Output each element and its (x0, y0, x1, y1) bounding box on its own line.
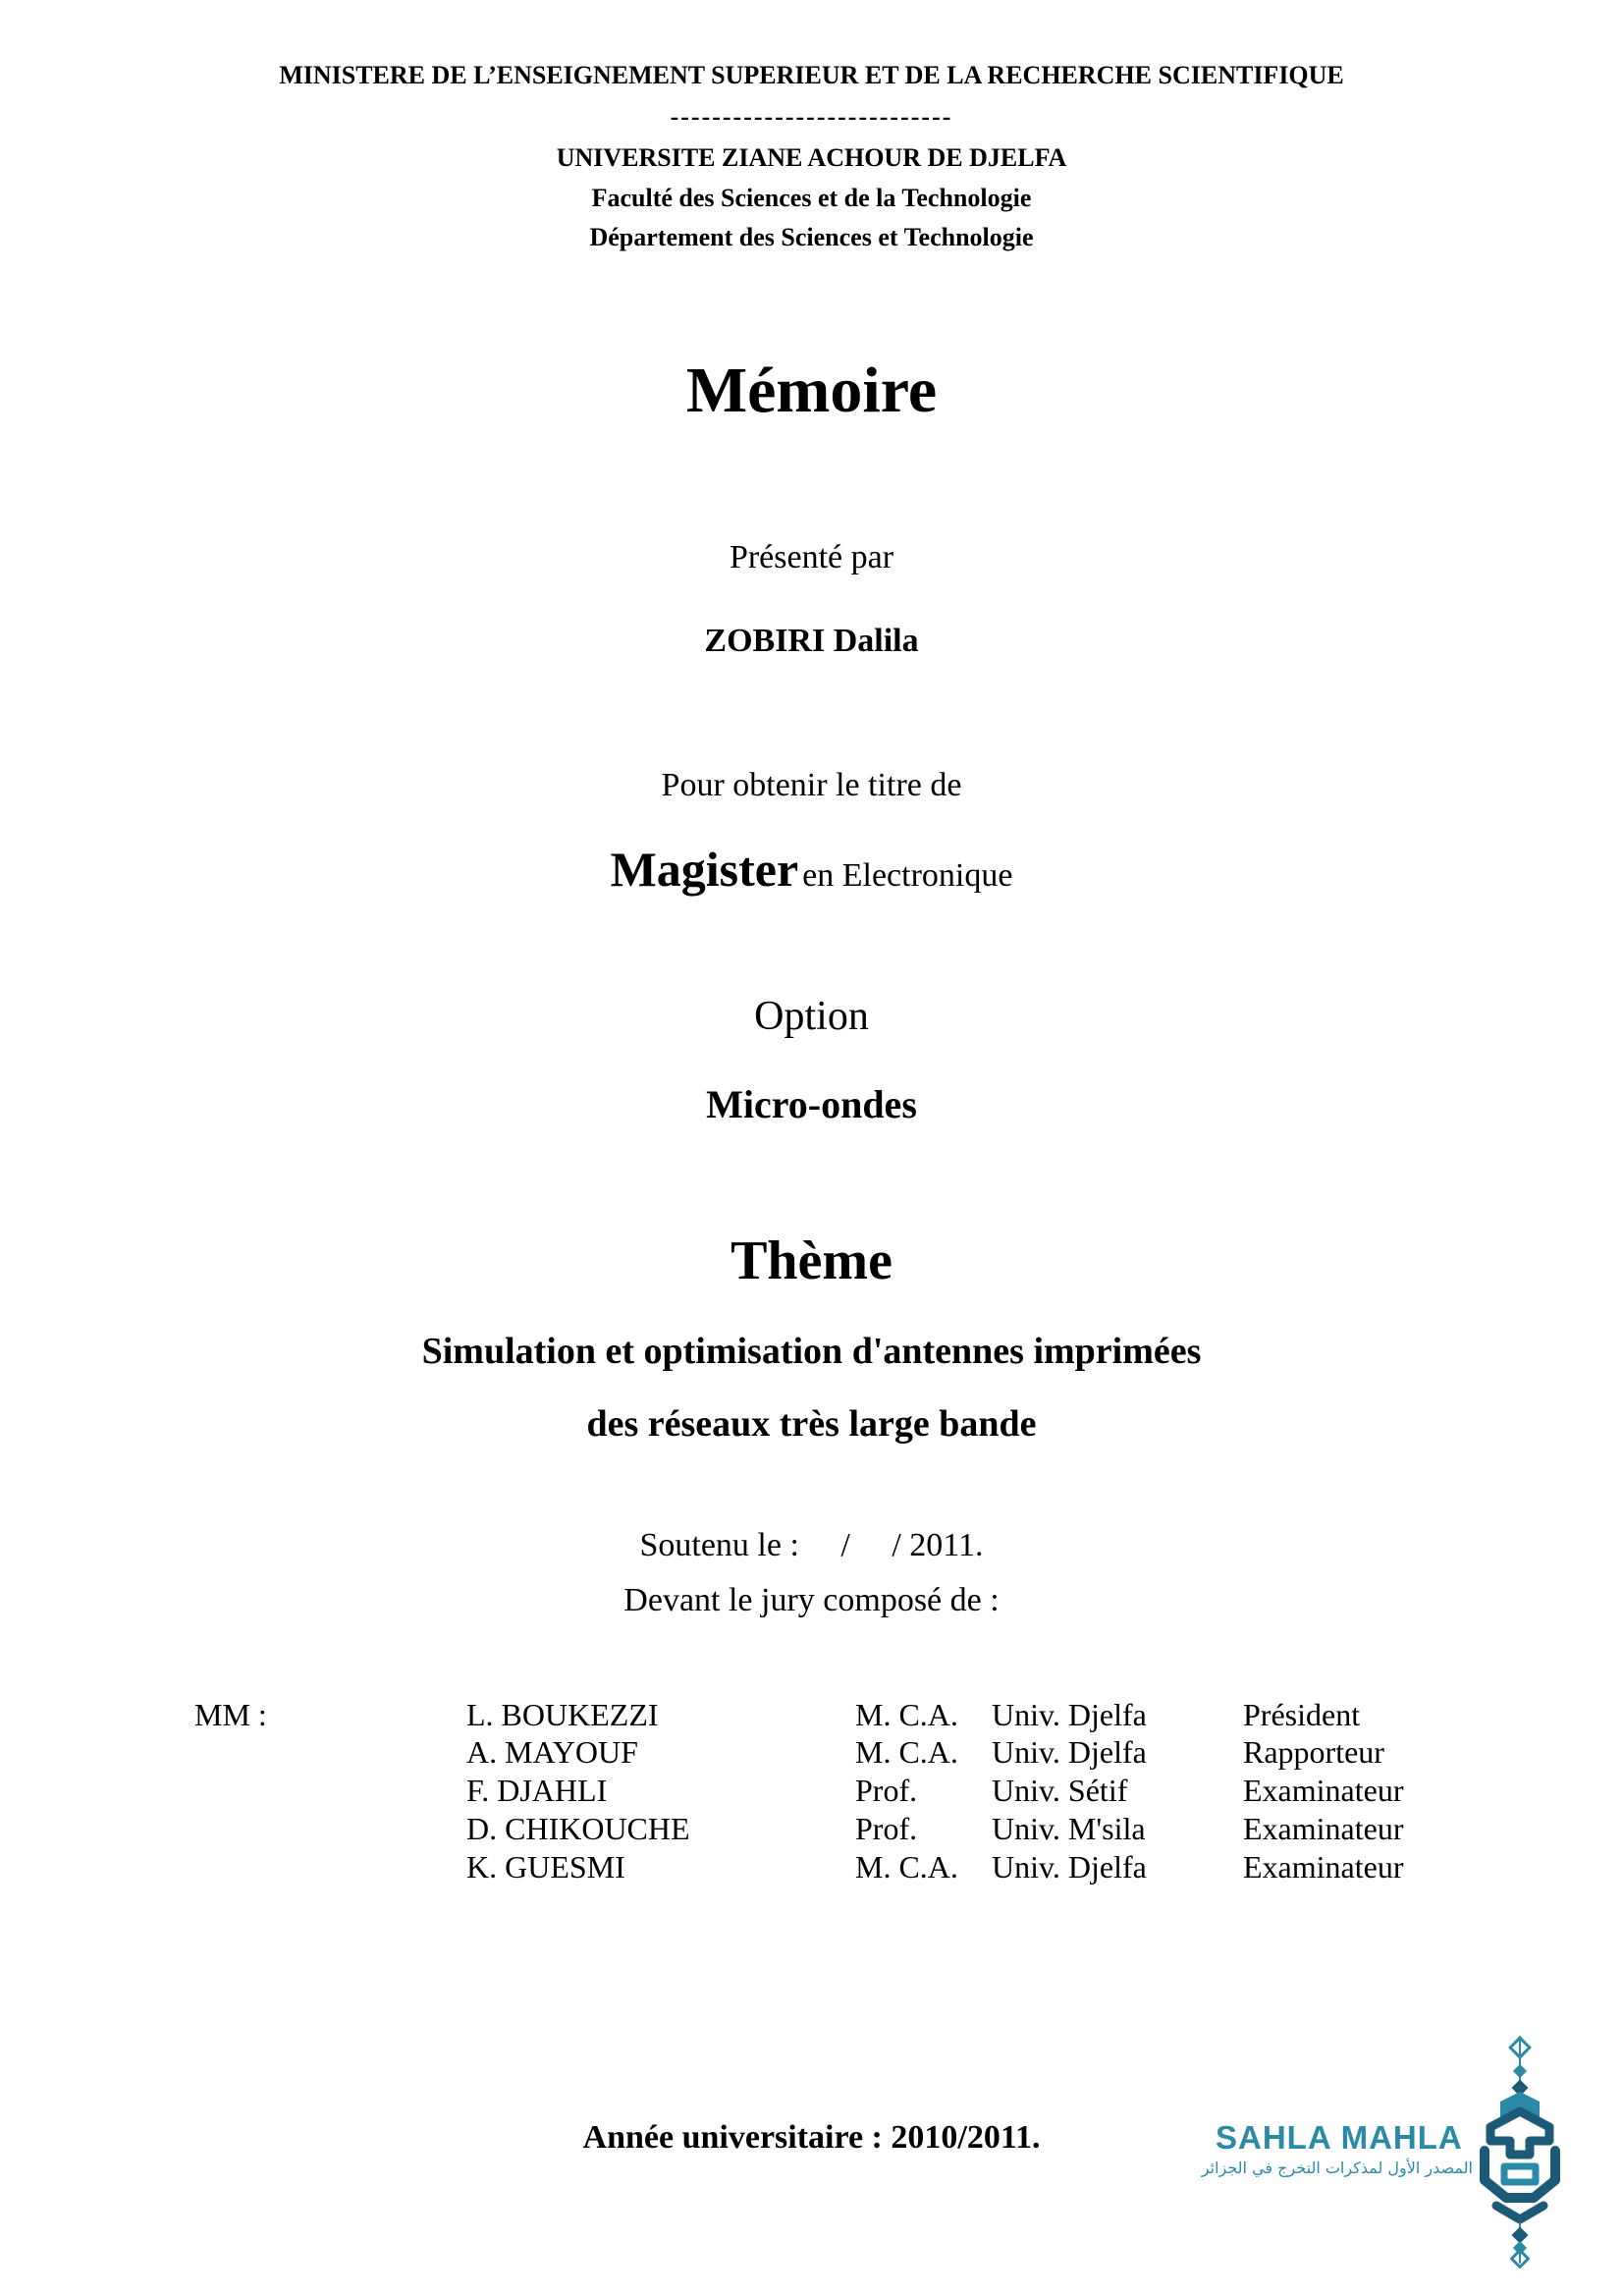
university-heading: UNIVERSITE ZIANE ACHOUR DE DJELFA (556, 143, 1067, 172)
jury-member-university: Univ. Djelfa (992, 1734, 1147, 1770)
jury-member-role: Rapporteur (1243, 1734, 1384, 1770)
author-name: ZOBIRI Dalila (704, 623, 919, 659)
jury-member-grade: M. C.A. (855, 1849, 958, 1885)
jury-member-role: Examinateur (1243, 1773, 1404, 1808)
presented-by-label: Présenté par (729, 539, 894, 575)
calligraphy-logo-icon (1461, 2033, 1589, 2269)
degree-intro: Pour obtenir le titre de (661, 767, 962, 803)
degree-name: Magister (610, 842, 799, 897)
degree-field: en Electronique (802, 857, 1013, 894)
document-title: Mémoire (685, 355, 938, 426)
jury-member-name: K. GUESMI (466, 1849, 625, 1885)
jury-member-university: Univ. Sétif (992, 1773, 1128, 1808)
defense-date: Soutenu le : / / 2011. (639, 1527, 984, 1563)
jury-member-name: D. CHIKOUCHE (466, 1811, 690, 1846)
jury-member-university: Univ. M'sila (992, 1811, 1146, 1846)
degree-line (0, 841, 1623, 898)
theme-label: Thème (730, 1230, 893, 1291)
jury-member-grade: Prof. (855, 1773, 918, 1808)
faculty-heading: Faculté des Sciences et de la Technologie (591, 184, 1032, 212)
jury-member-role: Président (1243, 1697, 1361, 1732)
jury-member-university: Univ. Djelfa (992, 1697, 1147, 1732)
jury-member-role: Examinateur (1243, 1811, 1404, 1846)
jury-member-grade: M. C.A. (855, 1734, 958, 1770)
jury-member-university: Univ. Djelfa (992, 1849, 1147, 1885)
jury-label: MM : (194, 1697, 267, 1732)
jury-member-role: Examinateur (1243, 1849, 1404, 1885)
jury-member-name: A. MAYOUF (466, 1734, 638, 1770)
jury-intro: Devant le jury composé de : (623, 1582, 1000, 1618)
watermark-tagline: المصدر الأول لمذكرات التخرج في الجزائر (1201, 2159, 1473, 2177)
header-separator: --------------------------- (670, 102, 953, 131)
theme-title-line-2: des réseaux très large bande (586, 1403, 1037, 1445)
ministry-heading: MINISTERE DE L’ENSEIGNEMENT SUPERIEUR ET DE LA RECHERCHE SCIENTIFIQUE (279, 61, 1344, 89)
watermark-brand: SAHLA MAHLA (1216, 2119, 1463, 2156)
jury-member-name: L. BOUKEZZI (466, 1697, 659, 1732)
academic-year: Année universitaire : 2010/2011. (582, 2119, 1041, 2156)
jury-member-grade: M. C.A. (855, 1697, 958, 1732)
option-value: Micro-ondes (706, 1082, 917, 1126)
department-heading: Département des Sciences et Technologie (589, 223, 1034, 251)
jury-member-grade: Prof. (855, 1811, 918, 1846)
option-label: Option (754, 994, 869, 1039)
jury-member-name: F. DJAHLI (466, 1773, 608, 1808)
sahla-mahla-watermark (1201, 2033, 1598, 2269)
theme-title-line-1: Simulation et optimisation d'antennes imprimées (421, 1331, 1202, 1372)
